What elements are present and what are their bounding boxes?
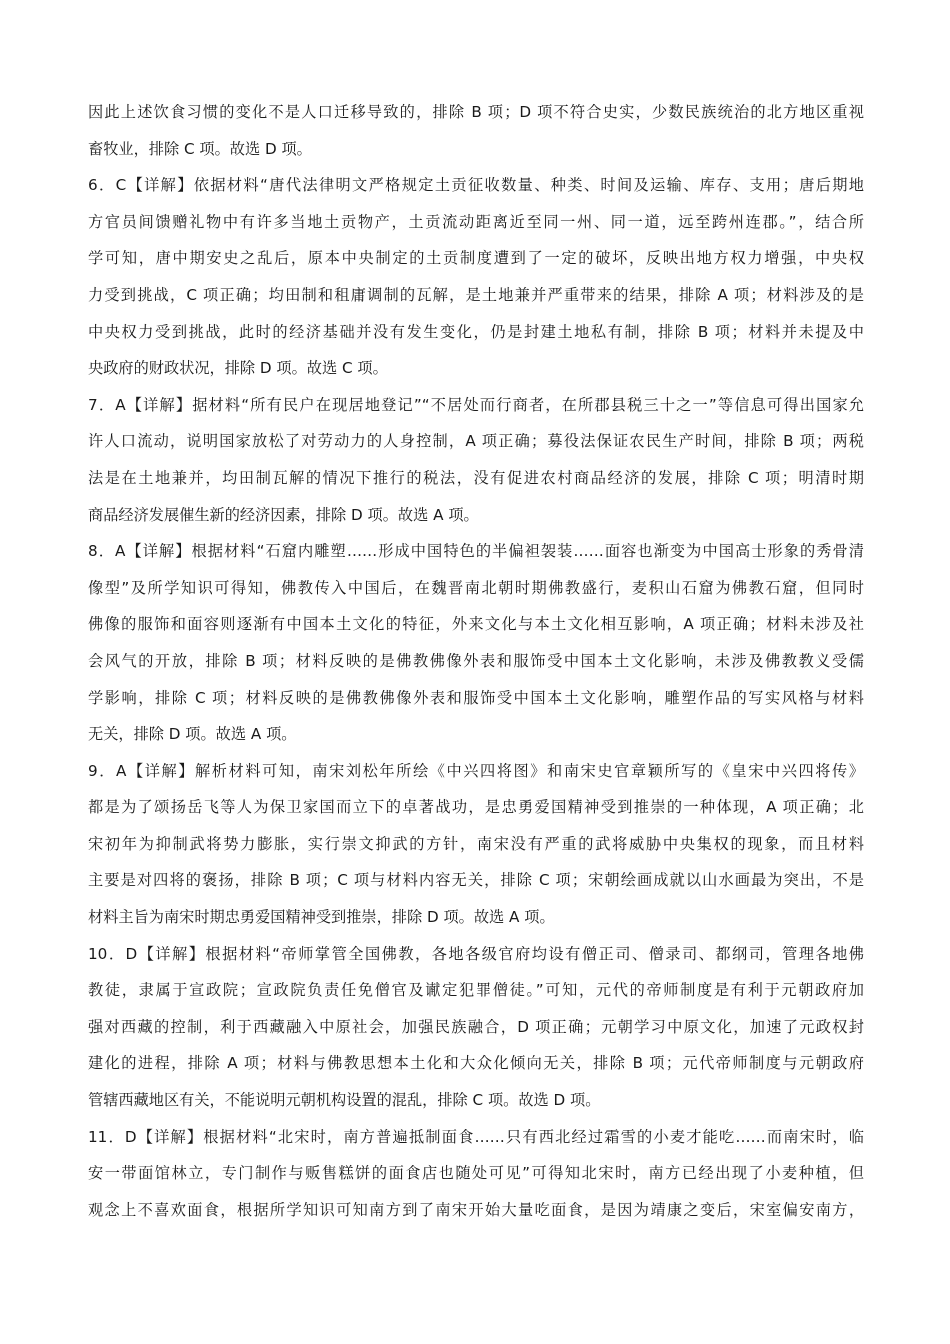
text-line: 学影响，排除 C 项；材料反映的是佛教佛像外表和服饰受中国本土文化影响，雕塑作品的写实风格与材料 bbox=[88, 688, 864, 707]
paragraph-question-10 bbox=[88, 936, 864, 1119]
text-line: 会风气的开放，排除 B 项；材料反映的是佛教佛像外表和服饰受中国本土文化影响，未涉及佛教教义受儒 bbox=[88, 651, 864, 670]
text-line: 方官员间馈赠礼物中有许多当地土贡物产，土贡流动距离近至同一州、同一道，远至跨州连郡。”，结合所 bbox=[88, 212, 864, 231]
text-line: 商品经济发展催生新的经济因素，排除 D 项。故选 A 项。 bbox=[88, 505, 479, 524]
text-line: 7．A【详解】据材料“所有民户在现居地登记”“不居处而行商者，在所郡县税三十之一”等信息可得出国家允 bbox=[88, 395, 864, 414]
paragraph-question-8 bbox=[88, 533, 864, 753]
paragraph-question-6 bbox=[88, 167, 864, 387]
text-line: 9．A【详解】解析材料可知，南宋刘松年所绘《中兴四将图》和南宋史官章颖所写的《皇宋中兴四将传》 bbox=[88, 761, 864, 780]
text-line: 观念上不喜欢面食，根据所学知识可知南方到了南宋开始大量吃面食，是因为靖康之变后，宋室偏安南方， bbox=[88, 1200, 864, 1219]
text-line: 8．A【详解】根据材料“石窟内雕塑……形成中国特色的半偏袒袈装……面容也渐变为中国高士形象的秀骨清 bbox=[88, 542, 864, 561]
text-line: 央政府的财政状况，排除 D 项。故选 C 项。 bbox=[88, 359, 388, 378]
text-line: 宋初年为抑制武将势力膨胀，实行崇文抑武的方针，南宋没有严重的武将威胁中央集权的现象，而且材料 bbox=[88, 834, 864, 853]
text-line: 材料主旨为南宋时期忠勇爱国精神受到推崇，排除 D 项。故选 A 项。 bbox=[88, 908, 555, 927]
text-line: 佛像的服饰和面容则逐渐有中国本土文化的特征，外来文化与本土文化相互影响，A 项正确；材料未涉及社 bbox=[88, 615, 864, 634]
text-line: 中央权力受到挑战，此时的经济基础并没有发生变化，仍是封建土地私有制，排除 B 项；材料并未提及中 bbox=[88, 322, 864, 341]
text-line: 学可知，唐中期安史之乱后，原本中央制定的土贡制度遭到了一定的破坏，反映出地方权力增强，中央权 bbox=[88, 249, 864, 268]
paragraph-question-11 bbox=[88, 1119, 864, 1229]
text-line: 强对西藏的控制，利于西藏融入中原社会，加强民族融合，D 项正确；元朝学习中原文化，加速了元政权封 bbox=[88, 1017, 864, 1036]
text-line: 11．D【详解】根据材料“北宋时，南方普遍抵制面食……只有西北经过霜雪的小麦才能吃……而南宋时，临 bbox=[88, 1127, 864, 1146]
text-line: 许人口流动，说明国家放松了对劳动力的人身控制，A 项正确；募役法保证农民生产时间，排除 B 项；两税 bbox=[88, 432, 864, 451]
text-line: 像型”及所学知识可得知，佛教传入中国后，在魏晋南北朝时期佛教盛行，麦积山石窟为佛教石窟，但同时 bbox=[88, 578, 864, 597]
paragraph-question-7 bbox=[88, 387, 864, 533]
text-line: 都是为了颂扬岳飞等人为保卫家国而立下的卓著战功，是忠勇爱国精神受到推崇的一种体现，A 项正确；北 bbox=[88, 798, 864, 817]
text-line: 主要是对四将的褒扬，排除 B 项；C 项与材料内容无关，排除 C 项；宋朝绘画成就以山水画最为突出，不是 bbox=[88, 871, 864, 890]
text-line: 6．C【详解】依据材料“唐代法律明文严格规定土贡征收数量、种类、时间及运输、库存、支用；唐后期地 bbox=[88, 176, 864, 195]
text-line: 因此上述饮食习惯的变化不是人口迁移导致的，排除 B 项；D 项不符合史实，少数民族统治的北方地区重视 bbox=[88, 103, 864, 121]
answer-explanations bbox=[88, 94, 864, 1228]
text-line: 管辖西藏地区有关，不能说明元朝机构设置的混乱，排除 C 项。故选 D 项。 bbox=[88, 1091, 601, 1110]
text-line: 安一带面馆林立，专门制作与贩售糕饼的面食店也随处可见”可得知北宋时，南方已经出现了小麦种植，但 bbox=[88, 1164, 864, 1183]
text-line: 法是在土地兼并，均田制瓦解的情况下推行的税法，没有促进农村商品经济的发展，排除 C 项；明清时期 bbox=[88, 468, 864, 487]
text-line: 建化的进程，排除 A 项；材料与佛教思想本土化和大众化倾向无关，排除 B 项；元代帝师制度与元朝政府 bbox=[88, 1054, 864, 1073]
text-line: 无关，排除 D 项。故选 A 项。 bbox=[88, 725, 297, 744]
text-line: 10．D【详解】根据材料“帝师掌管全国佛教，各地各级官府均设有僧正司、僧录司、都纲司，管理各地佛 bbox=[88, 944, 864, 963]
text-line: 畜牧业，排除 C 项。故选 D 项。 bbox=[88, 139, 312, 158]
text-line: 教徒，隶属于宣政院；宣政院负责任免僧官及谳定犯罪僧徒。”可知，元代的帝师制度是有利于元朝政府加 bbox=[88, 981, 864, 1000]
text-line: 力受到挑战，C 项正确；均田制和租庸调制的瓦解，是土地兼并严重带来的结果，排除 A 项；材料涉及的是 bbox=[88, 285, 864, 304]
paragraph-question-9 bbox=[88, 753, 864, 936]
paragraph-continued-q5 bbox=[88, 94, 864, 167]
